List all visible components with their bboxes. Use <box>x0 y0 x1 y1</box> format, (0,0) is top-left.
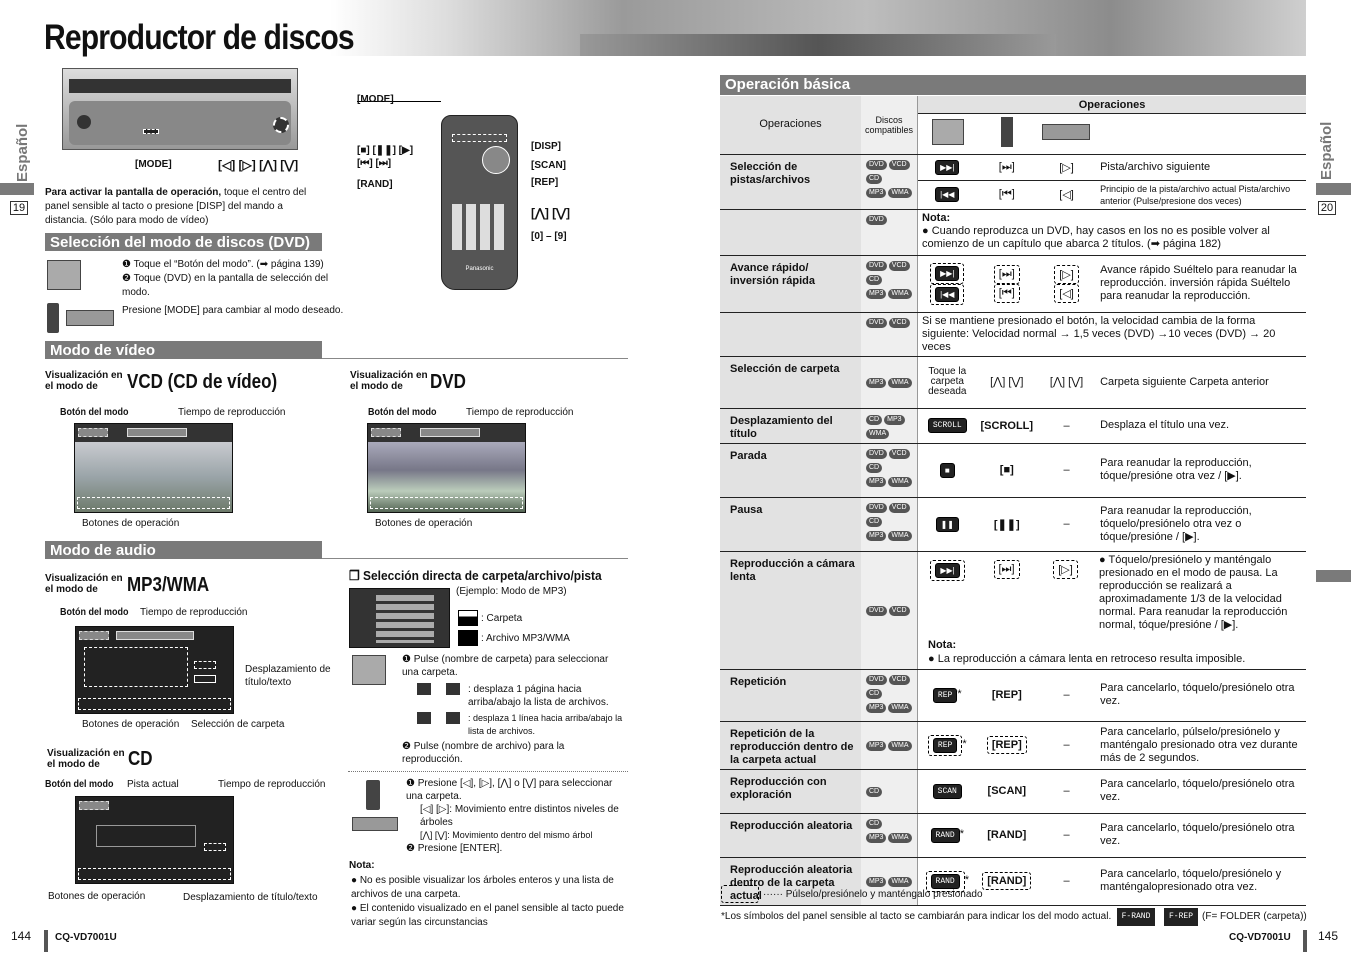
vcd-screen-image <box>74 423 233 513</box>
touch-prev-icon: |◀◀ <box>918 180 977 209</box>
head-unit-image <box>62 68 298 150</box>
row-repeat-name: Repetición <box>720 669 861 721</box>
row11-remote: [REP] <box>977 721 1038 769</box>
cd-title-scroll-label: Desplazamiento de título/texto <box>183 892 318 903</box>
row-repeat-folder-name: Repetición de la reproducción dentro de la carpeta actual <box>720 721 861 769</box>
dvd-step-2: ❷ Toque (DVD) en la pantalla de selección del modo. <box>122 273 329 298</box>
hdr-discos: Discos compatibles <box>861 96 918 154</box>
hdr-remote-icon <box>977 117 1036 150</box>
row5-desc: Carpeta siguiente Carpeta anterior <box>1096 356 1306 408</box>
remote-step-2: ❷ Presione [ENTER]. <box>406 843 503 854</box>
vcd-op-buttons-label: Botones de operación <box>82 518 180 529</box>
vcd-caption-big: VCD (CD de vídeo) <box>127 371 278 393</box>
touch-rand-icon: RAND * <box>918 813 977 857</box>
unit-slow-icon: [▷] <box>1036 552 1095 634</box>
unit-small-icon <box>66 310 114 326</box>
device-mode-label: [MODE] <box>135 159 172 170</box>
row7-desc: Para reanudar la reproducción, tóque/presióne otra vez / [▶]. <box>1096 443 1306 497</box>
row8-unit: – <box>1037 497 1096 551</box>
touch-next-icon: ▶▶| <box>918 154 977 180</box>
legend-dashed-box <box>721 885 759 903</box>
row14-unit: – <box>1037 857 1096 905</box>
remote-numbers-label: [0] – [9] <box>531 231 567 242</box>
row6-desc: Desplaza el título una vez. <box>1096 408 1306 443</box>
side-bar-left <box>0 183 34 195</box>
example-label: (Ejemplo: Modo de MP3) <box>456 586 567 597</box>
activate-text: Para activar la pantalla de operación, toque el centro del panel sensible al tacto o presione [DISP] del mando a distancia. (Sólo para modo de vídeo) <box>45 187 307 226</box>
folder-label: : Carpeta <box>481 613 523 624</box>
row1-unit: [◁] <box>1037 180 1096 209</box>
row-random-folder-name: Reproducción aleatoria dentro de la carpeta actual <box>720 857 861 905</box>
section-basic-operation: Operación básica <box>720 75 1306 95</box>
remote-slow-icon: [⏭] <box>977 552 1036 634</box>
mp3-caption-small: Visualización en el modo de <box>45 573 123 595</box>
row8-desc: Para reanudar la reproducción, tóquelo/presiónelo otra vez o tóque/presióne / [▶]. <box>1096 497 1306 551</box>
mp3-mode-button-label: Botón del modo <box>60 607 129 618</box>
dvd-op-buttons-label: Botones de operación <box>375 518 473 529</box>
direct-step-2: ❷ Pulse (nombre de archivo) para la reproducción. <box>402 741 565 765</box>
row-stop-name: Parada <box>720 443 861 497</box>
touch-scan-icon: SCAN <box>918 769 977 813</box>
remote-skip-label: [⏮] [⏭] <box>357 158 392 169</box>
remote-rep-label: [REP] <box>531 177 559 188</box>
side-bar-right <box>1316 183 1351 195</box>
row-fast-name: Avance rápido/ inversión rápida <box>720 255 861 312</box>
row0-unit: [▷] <box>1037 154 1096 180</box>
row10-desc: Para cancelarlo, tóquelo/presiónelo otra vez. <box>1096 669 1306 721</box>
row7-remote: [■] <box>977 443 1038 497</box>
row11-unit: – <box>1037 721 1096 769</box>
footnote: *Los símbolos del panel sensible al tacto se cambiarán para indicar los del modo actual. <box>721 911 1112 922</box>
row11-desc: Para cancelarlo, púlselo/presiónelo y manténgalo presionado otra vez durante más de 2 segundos. <box>1096 721 1306 769</box>
row13-desc: Para cancelarlo, tóquelo/presiónelo otra vez. <box>1096 813 1306 857</box>
row9-note-title: Nota: <box>928 638 957 651</box>
remote-small-icon-2 <box>366 780 380 810</box>
remote-step-1b: [◁] [▷]: Movimiento entre distintos niveles de árboles <box>420 804 619 828</box>
row5-unit: [⋀] [⋁] <box>1037 356 1096 408</box>
page-number-right: 145 <box>1318 929 1339 943</box>
touch-scroll-icon: SCROLL <box>918 408 977 443</box>
row0-desc: Pista/archivo siguiente <box>1096 154 1306 180</box>
dvd-mode-button-label: Botón del modo <box>368 407 437 418</box>
row12-remote: [SCAN] <box>977 769 1038 813</box>
row5-touch: Toque la carpeta deseada <box>918 356 977 408</box>
cd-caption-big: CD <box>128 748 153 770</box>
dvd-press-mode: Presione [MODE] para cambiar al modo deseado. <box>122 305 344 316</box>
row-scan-name: Reproducción con exploración <box>720 769 861 813</box>
left-note-1: ● No es posible visualizar los árboles enteros y una lista de archivos de una carpeta. <box>351 875 614 900</box>
vcd-play-time-label: Tiempo de reproducción <box>178 407 286 418</box>
dvd-caption-big: DVD <box>430 371 466 393</box>
header-road-image <box>330 0 1306 56</box>
row9-desc: ● Tóquelo/presiónelo y manténgalo presionado en el modo de pausa. La reproducción se realizará a aproximadamente 1/3 de la velocidad normal. Para reanudar la reproducción normal, tóque/presióne / [▶]. <box>1099 553 1288 631</box>
dvd-step-1: ❶ Toque el “Botón del modo”. (➡ página 139) <box>122 259 324 270</box>
row2-note-title: Nota: <box>922 211 951 224</box>
touch-rand-folder-icon: RAND * <box>918 857 977 905</box>
mp3-screen-image <box>75 626 234 714</box>
remote-disp-label: [DISP] <box>531 141 561 152</box>
operations-table: Operaciones Discos compatibles Operaciones Selección de pistas/archivos DVD VCD CD MP3 WMA ▶▶| [⏭] [▷] Pista/archivo siguiente |◀◀ [⏮] [◁] Principio de la pista/archivo actual Pista/archivo anterior (Pulse/presione dos veces) DVD Nota: ● Cuando reproduzca un DVD, hay casos en los no es posible volver al comienzo de un capítulo que abarca 2 títulos. (➡ página 182) Avance rápido/ inversión rápida DVD VCD CD MP3 WMA ▶▶| |◀◀ [⏭] [⏮] [▷] [◁] Avance rápido Suéltelo para reanudar la reproducción. inversión rápida Suéltelo para reanudar la reproducción. DVD VCD Si se mantiene presionado el botón, la velocidad cambia de la forma siguiente: Velocidad normal → 1,5 veces (DVD) →10 veces (DVD) → 20 veces Selección de carpeta MP3 WMA Toque la carpeta deseada [⋀] [⋁] [⋀] [⋁] Carpeta siguiente Carpeta anterior Desplazamiento del título CD MP3WMA SCROLL [SCROLL] – Desplaza el título una vez. Parada DVD VCD CD MP3 WMA ■ [■] – Para reanudar la reproducción, tóque/presióne otra vez / [▶]. Pausa DVD VCD CD MP3 WMA ❚❚ [❚❚] – Para reanudar la reproducción, tóquelo/presiónelo otra vez o tóque/presióne / [▶]. Reproducción a cámara lenta DVD VCD ▶▶| [⏭] [▷] ● Tóquelo/presiónelo y manténgalo presionado en el modo de pausa. La reproducción se realizará a aproximadamente 1/3 de la velocidad normal. Para reanudar la reproducción normal, tóque/presióne / [▶]. Nota: ● La reproducción a cámara lenta en retroceso resulta imposible. Repetición DVD VCD CD MP3 WMA REP * [REP] – Para cancelarlo, tóquelo/presiónelo otra vez. Repetición de la reproducción dentro de la carpeta actual MP3 WMA REP * [REP] – Para cancelarlo, púlselo/presiónelo y manténgalo presionado otra vez durante más de 2 segundos. Reproducción con exploración CD SCAN [SCAN] – Para cancelarlo, tóquelo/presiónelo otra vez. Reproducción aleatoria CD MP3 WMA RAND * [RAND] – Para cancelarlo, tóquelo/presiónelo otra vez. Reproducción aleatoria dentro de la carpeta actual MP3 WMA RAND * [RAND] – Para cancelarlo, tóquelo/presiónelo y manténgalopresionado otra vez. <box>720 96 1306 906</box>
dvd-play-time-label: Tiempo de reproducción <box>466 407 574 418</box>
side-tab-right: Español <box>1318 121 1335 180</box>
row-track-select-name: Selección de pistas/archivos <box>720 154 861 209</box>
mp3-list-screen-image <box>349 588 450 648</box>
mp3-play-time-label: Tiempo de reproducción <box>140 607 248 618</box>
touch-slow-icon: ▶▶| <box>918 552 977 634</box>
cd-mode-button-label: Botón del modo <box>45 779 114 790</box>
remote-fast-icons: [⏭] [⏮] <box>977 255 1038 312</box>
page-number-left: 144 <box>11 929 32 943</box>
page-down-icon <box>446 683 460 695</box>
side-bar-right-2 <box>1316 570 1351 582</box>
remote-step-1: ❶ Presione [◁], [▷], [⋀] o [⋁] para seleccionar una carpeta. <box>406 778 613 802</box>
row2-note: ● Cuando reproduzca un DVD, hay casos en los no es posible volver al comienzo de un capítulo que abarca 2 títulos. (➡ página 182) <box>922 224 1270 250</box>
row0-remote: [⏭] <box>977 154 1038 180</box>
row13-remote: [RAND] <box>977 813 1038 857</box>
remote-updown-label: [⋀] [⋁] <box>531 206 571 220</box>
row5-remote: [⋀] [⋁] <box>977 356 1038 408</box>
footnote-2: (F= FOLDER (carpeta)) <box>1202 911 1307 922</box>
row13-unit: – <box>1037 813 1096 857</box>
row-random-name: Reproducción aleatoria <box>720 813 861 857</box>
touch-rep-folder-icon: REP * <box>918 721 977 769</box>
touch-fast-icons: ▶▶| |◀◀ <box>918 255 977 312</box>
cd-caption-small: Visualización en el modo de <box>47 748 125 770</box>
row-pause-name: Pausa <box>720 497 861 551</box>
row8-remote: [❚❚] <box>977 497 1038 551</box>
hdr-touch-icon <box>918 119 977 148</box>
row3-desc: Avance rápido Suéltelo para reanudar la reproducción. inversión rápida Suéltelo para reanudar la reproducción. <box>1096 255 1306 312</box>
row-folder-name: Selección de carpeta <box>720 356 861 408</box>
remote-small-icon <box>47 303 59 333</box>
row10-unit: – <box>1037 669 1096 721</box>
direct-step-1: ❶ Pulse (nombre de carpeta) para seleccionar una carpeta. <box>402 654 609 678</box>
section-video-mode: Modo de vídeo <box>45 341 322 359</box>
remote-step-1c: [⋀] [⋁]: Movimiento dentro del mismo árbol <box>420 830 593 840</box>
section-audio-mode: Modo de audio <box>45 541 322 559</box>
row7-unit: – <box>1037 443 1096 497</box>
row10-remote: [REP] <box>977 669 1038 721</box>
row12-unit: – <box>1037 769 1096 813</box>
row-slow-name: Reproducción a cámara lenta <box>720 551 861 669</box>
hdr-operaciones: Operaciones <box>720 96 861 154</box>
cd-op-buttons-label: Botones de operación <box>48 891 146 902</box>
hdr-unit-icon <box>1036 124 1095 143</box>
touch-hand-icon-2 <box>352 655 386 685</box>
mp3-title-scroll-label: Desplazamiento de título/texto <box>245 664 331 688</box>
cd-current-track-label: Pista actual <box>127 779 179 790</box>
line-down-icon <box>446 712 460 724</box>
unit-fast-icons: [▷] [◁] <box>1037 255 1096 312</box>
dvd-caption-small: Visualización en el modo de <box>350 370 428 392</box>
folder-icon <box>458 610 478 626</box>
vcd-caption-small: Visualización en el modo de <box>45 370 123 392</box>
cd-play-time-label: Tiempo de reproducción <box>218 779 326 790</box>
file-label: : Archivo MP3/WMA <box>481 633 570 644</box>
remote-rand-label: [RAND] <box>357 179 393 190</box>
remote-scan-label: [SCAN] <box>531 160 566 171</box>
left-note-title: Nota: <box>349 860 375 871</box>
model-left: CQ-VD7001U <box>55 932 117 943</box>
row1-desc: Principio de la pista/archivo actual Pista/archivo anterior (Pulse/presione dos veces) <box>1096 180 1306 209</box>
model-right: CQ-VD7001U <box>1229 932 1291 943</box>
remote-mode-label: [MODE] <box>357 94 394 105</box>
row6-unit: – <box>1037 408 1096 443</box>
row4-desc: Si se mantiene presionado el botón, la velocidad cambia de la forma siguiente: Velocidad normal → 1,5 veces (DVD) →10 veces (DVD) → 20 veces <box>918 312 1306 356</box>
device-arrows-label: [◁] [▷] [⋀] [⋁] <box>218 158 299 172</box>
direct-selection-title: ❒ Selección directa de carpeta/archivo/pista <box>349 568 602 583</box>
cd-screen-image <box>75 796 234 884</box>
page-tab-20: 20 <box>1318 201 1336 215</box>
row9-note: ● La reproducción a cámara lenta en retroceso resulta imposible. <box>928 652 1246 665</box>
row14-remote: [RAND] <box>977 857 1038 905</box>
frep-icon: F-REP <box>1164 908 1198 926</box>
row6-remote: [SCROLL] <box>977 408 1038 443</box>
mp3-caption-big: MP3/WMA <box>127 574 210 596</box>
hdr-ops: Operaciones <box>918 96 1306 114</box>
left-note-2: ● El contenido visualizado en el panel sensible al tacto puede variar según las circunstancias <box>351 903 624 928</box>
direct-step-1c: : desplaza 1 línea hacia arriba/abajo la lista de archivos. <box>468 713 623 736</box>
file-icon <box>458 630 478 646</box>
row-scroll-name: Desplazamiento del título <box>720 408 861 443</box>
remote-control-image: Panasonic <box>441 115 518 290</box>
vcd-mode-button-label: Botón del modo <box>60 407 129 418</box>
side-tab-left: Español <box>14 123 31 182</box>
legend-text: ······ Púlselo/presiónelo y manténgalo presionado <box>763 889 983 900</box>
touch-rep-icon: REP * <box>918 669 977 721</box>
page-up-icon <box>417 683 431 695</box>
frand-icon: F-RAND <box>1117 908 1155 926</box>
remote-stop-label: [■] [❚❚] [▶] <box>357 145 414 156</box>
touch-pause-icon: ❚❚ <box>918 497 977 551</box>
row14-desc: Para cancelarlo, tóquelo/presiónelo y manténgalopresionado otra vez. <box>1096 857 1306 905</box>
section-disc-mode: Selección del modo de discos (DVD) <box>45 233 322 251</box>
touch-hand-icon <box>47 260 81 290</box>
unit-small-icon-2 <box>352 817 398 831</box>
page-title: Reproductor de discos <box>44 18 354 57</box>
line-up-icon <box>417 712 431 724</box>
touch-stop-icon: ■ <box>918 443 977 497</box>
row12-desc: Para cancelarlo, tóquelo/presiónelo otra vez. <box>1096 769 1306 813</box>
dvd-screen-image <box>367 423 526 513</box>
mp3-op-buttons-label: Botones de operación <box>82 719 180 730</box>
direct-step-1b: : desplaza 1 página hacia arriba/abajo la lista de archivos. <box>468 684 609 708</box>
page-tab-19: 19 <box>10 201 28 215</box>
mp3-folder-sel-label: Selección de carpeta <box>191 719 285 730</box>
row1-remote: [⏮] <box>977 180 1038 209</box>
